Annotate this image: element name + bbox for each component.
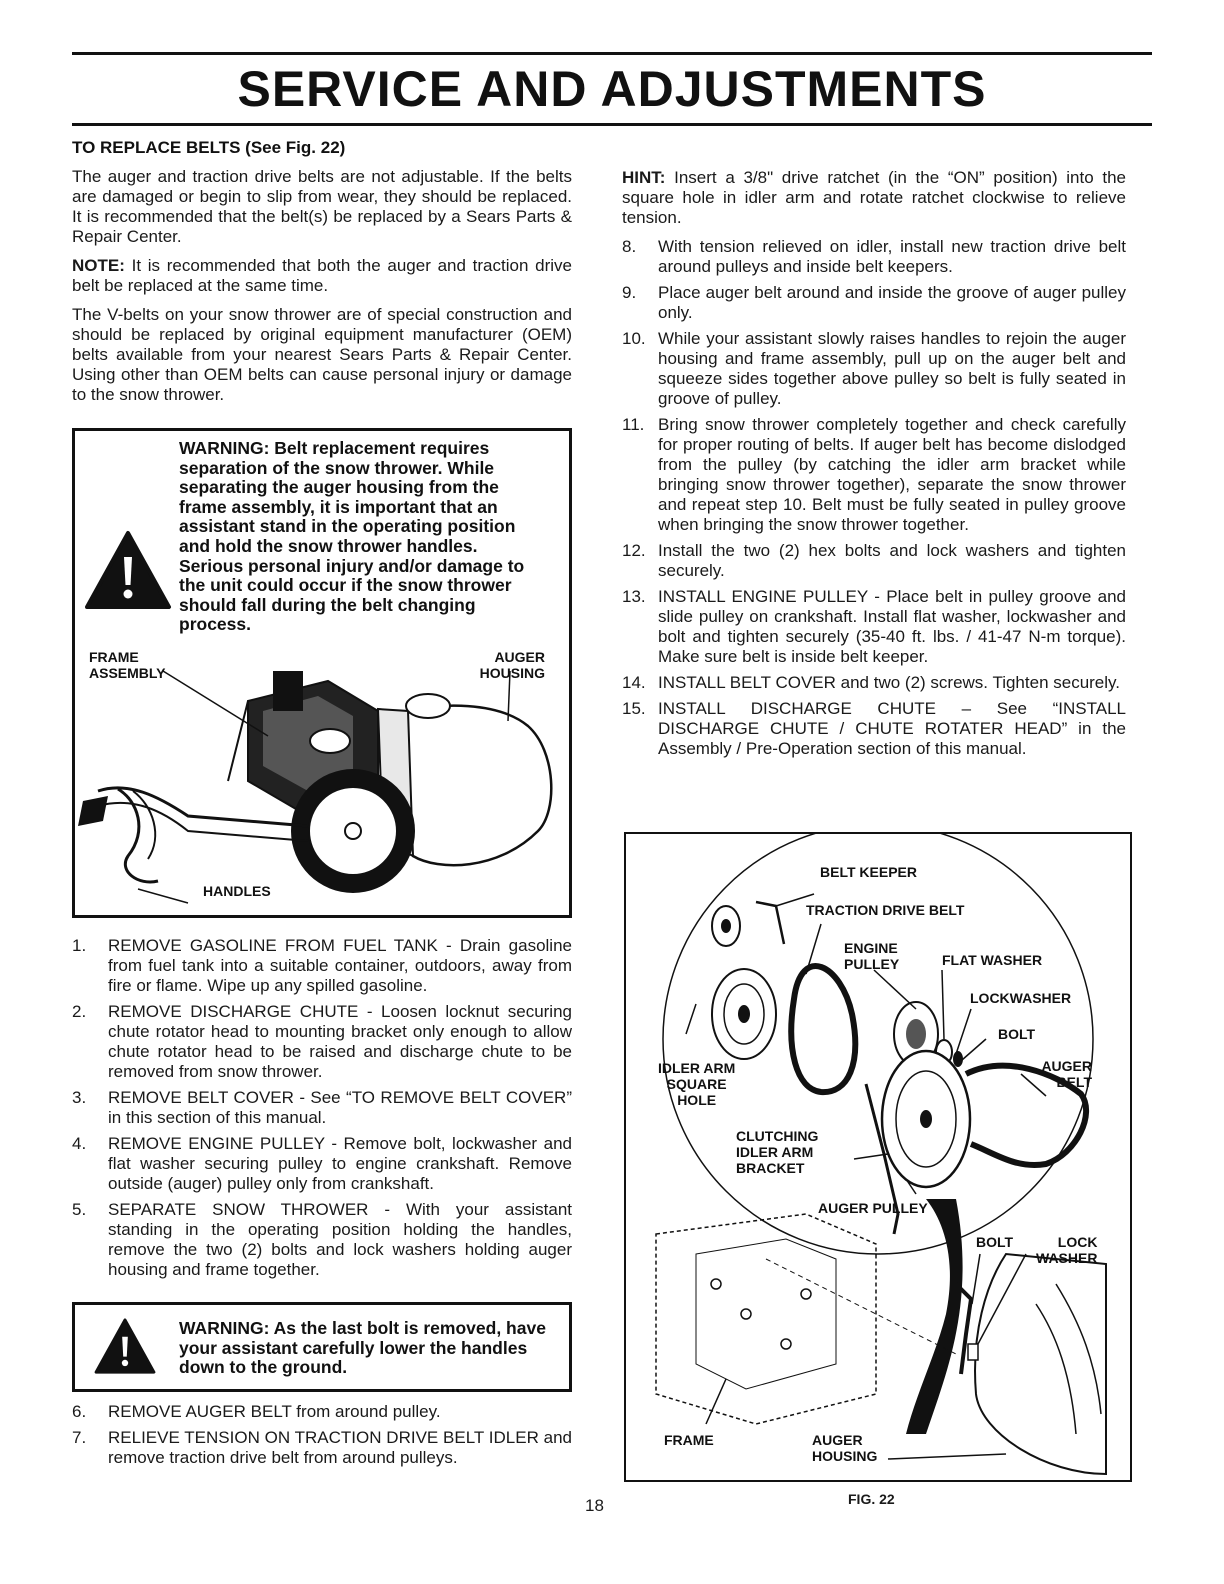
label-engine-pulley: ENGINE PULLEY — [844, 940, 900, 972]
label-belt-keeper: BELT KEEPER — [820, 864, 917, 880]
left-column — [72, 138, 572, 414]
warning-triangle-icon — [93, 1317, 157, 1375]
figure-caption: FIG. 22 — [848, 1491, 895, 1507]
label-handles: HANDLES — [203, 883, 271, 899]
hint-paragraph — [622, 168, 1126, 228]
list-item: 13. INSTALL ENGINE PULLEY - Place belt in pulley groove and slide pulley on crankshaft. Install flat washer, lockwasher and bolt and tighten securely (35-40 ft. lbs. / 41-47 N-m torque). Make sure belt is inside belt keeper. — [622, 587, 1126, 666]
label-idler-arm: IDLER ARM SQUARE HOLE — [658, 1060, 736, 1108]
list-item: 14. INSTALL BELT COVER and two (2) screws. Tighten securely. — [622, 673, 1121, 692]
page-number: 18 — [585, 1496, 604, 1515]
figure-22-box — [624, 832, 1132, 1482]
list-item: 12. Install the two (2) hex bolts and lock washers and tighten securely. — [622, 541, 1126, 580]
label-lock-washer: LOCK WASHER — [1036, 1234, 1098, 1266]
label-bolt-lower: BOLT — [976, 1234, 1014, 1250]
label-auger-pulley: AUGER PULLEY — [818, 1200, 928, 1216]
label-lockwasher: LOCKWASHER — [970, 990, 1072, 1006]
warning-triangle-icon — [83, 529, 173, 611]
snow-thrower-separation-figure — [78, 641, 566, 911]
label-auger-belt: AUGER BELT — [1041, 1058, 1092, 1090]
note-text: It is recommended that both the auger and traction drive belt be replaced at the same time. — [72, 256, 572, 295]
hint-label: HINT: — [622, 168, 666, 187]
oem-paragraph: The V-belts on your snow thrower are of special construction and should be replaced by original equipment manufacturer (OEM) belts available from your nearest Sears Parts & Repair Center. Using other than OEM belts can cause personal injury or damage to the snow thrower. — [72, 305, 572, 404]
list-item: 2. REMOVE DISCHARGE CHUTE - Loosen locknut securing chute rotator head to mounting bracket only enough to allow chute rotator head to be raised and discharge chute to be removed from snow thrower. — [72, 1002, 572, 1081]
label-bolt: BOLT — [998, 1026, 1036, 1042]
warning-box-belt-replacement — [72, 428, 572, 918]
label-frame-assembly: FRAME ASSEMBLY — [89, 649, 166, 681]
list-item: 10. While your assistant slowly raises handles to rejoin the auger housing and frame assembly, pull up on the auger belt and squeeze sides together above pulley so belt is fully seated in groove of pulley. — [622, 329, 1126, 408]
header-top-rule — [72, 52, 1152, 55]
list-item: 8. With tension relieved on idler, install new traction drive belt around pulleys and inside belt keepers. — [622, 237, 1126, 276]
label-auger-housing-lower: AUGER HOUSING — [812, 1432, 878, 1464]
list-item: 6. REMOVE AUGER BELT from around pulley. — [72, 1402, 441, 1421]
page-title: SERVICE AND ADJUSTMENTS — [237, 61, 987, 117]
belt-routing-diagram — [626, 834, 1130, 1480]
list-item: 5. SEPARATE SNOW THROWER - With your assistant standing in the operating position holding the handles, remove the two (2) bolts and lock washers holding auger housing and frame together. — [72, 1200, 572, 1279]
label-traction-drive-belt: TRACTION DRIVE BELT — [806, 902, 965, 918]
steps-list-2 — [72, 1402, 572, 1474]
list-item: 4. REMOVE ENGINE PULLEY - Remove bolt, lockwasher and flat washer securing pulley to engine crankshaft. Remove outside (auger) pulley only from crankshaft. — [72, 1134, 572, 1193]
section-heading: TO REPLACE BELTS (See Fig. 22) — [72, 138, 346, 157]
warning-text-last-bolt: WARNING: As the last bolt is removed, have your assistant carefully lower the handles down to the ground. — [179, 1318, 546, 1378]
list-item: 3. REMOVE BELT COVER - See “TO REMOVE BELT COVER” in this section of this manual. — [72, 1088, 572, 1127]
list-item: 7. RELIEVE TENSION ON TRACTION DRIVE BELT IDLER and remove traction drive belt from around pulleys. — [72, 1428, 572, 1467]
note-paragraph — [72, 256, 572, 296]
list-item: 9. Place auger belt around and inside the groove of auger pulley only. — [622, 283, 1126, 322]
list-item: 15. INSTALL DISCHARGE CHUTE – See “INSTALL DISCHARGE CHUTE / CHUTE ROTATER HEAD” in the Assembly / Pre-Operation section of this manual. — [622, 699, 1126, 758]
right-column — [622, 168, 1126, 765]
label-clutching-idler-arm-bracket: CLUTCHING IDLER ARM BRACKET — [736, 1128, 819, 1176]
header-bottom-rule — [72, 123, 1152, 126]
steps-list-1 — [72, 936, 572, 1286]
note-label: NOTE: — [72, 256, 125, 275]
label-auger-housing: AUGER HOUSING — [479, 649, 545, 681]
warning-text-belt-replacement: WARNING: Belt replacement requires separation of the snow thrower. While separating the auger housing from the frame assembly, it is important that an assistant stand in the operating position and hold the snow thrower handles. Serious personal injury and/or damage to the unit could occur if the snow thrower should fall during the belt changing process. — [179, 438, 525, 635]
warning-box-last-bolt — [72, 1302, 572, 1392]
label-frame: FRAME — [664, 1432, 714, 1448]
hint-text: Insert a 3/8" drive ratchet (in the “ON” position) into the square hole in idler arm and rotate ratchet clockwise to relieve tension. — [622, 168, 1126, 227]
list-item: 11. Bring snow thrower completely together and check carefully for proper routing of belts. If auger belt has become dislodged from the pulley (by catching the idler arm bracket while bringing snow thrower together), separate the snow thrower and repeat step 10. Belt must be fully seated in pulley groove when bringing the snow thrower together. — [622, 415, 1126, 534]
list-item: 1. REMOVE GASOLINE FROM FUEL TANK - Drain gasoline from fuel tank into a suitable container, outdoors, away from fire or flame. Wipe up any spilled gasoline. — [72, 936, 572, 995]
intro-paragraph: The auger and traction drive belts are not adjustable. If the belts are damaged or begin to slip from wear, they should be replaced. It is recommended that the belt(s) be replaced by a Sears Parts & Repair Center. — [72, 167, 572, 246]
label-flat-washer: FLAT WASHER — [942, 952, 1043, 968]
steps-list-3 — [622, 237, 1126, 759]
